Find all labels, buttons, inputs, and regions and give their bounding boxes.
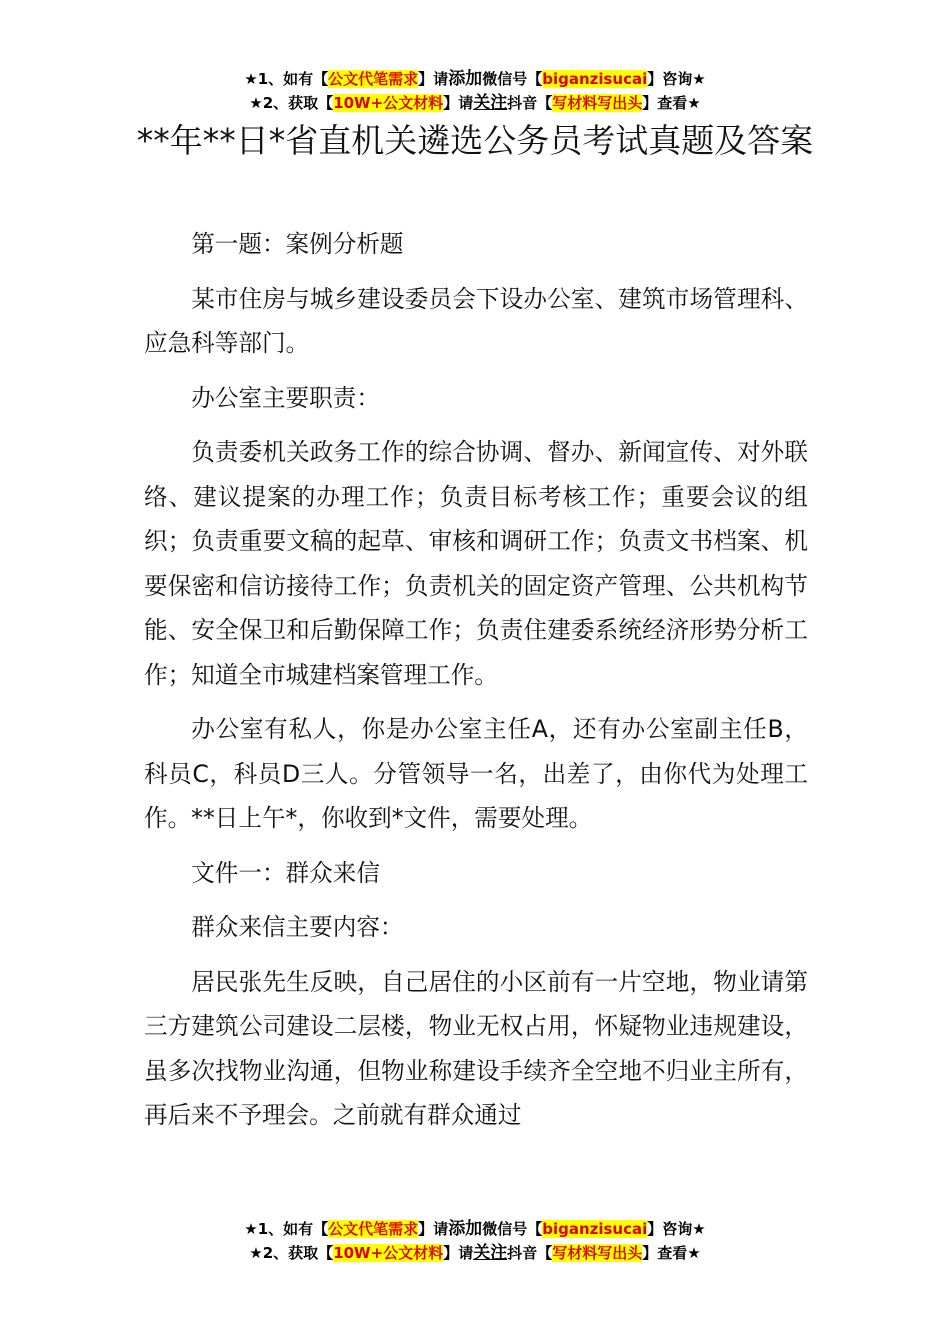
section-heading: 第一题：案例分析题 xyxy=(191,230,404,258)
banner-text: ★1、如有【 xyxy=(244,70,329,88)
banner-line-2 xyxy=(0,1241,950,1265)
paragraph: 群众来信主要内容： xyxy=(191,913,404,941)
banner-text: 】请 xyxy=(443,94,474,112)
highlight-materials: 10W+公文材料 xyxy=(333,94,444,112)
banner-text: ★2、获取【 xyxy=(249,1244,334,1262)
highlight-wechat-id: biganzisucai xyxy=(542,70,648,88)
highlight-service: 公文代笔需求 xyxy=(328,1220,419,1238)
highlight-douyin-account: 写材料写出头 xyxy=(552,94,643,112)
banner-emphasis: 关注 xyxy=(473,93,508,113)
banner-text: 抖音【 xyxy=(507,1244,553,1262)
banner-text: 】查看★ xyxy=(642,94,701,112)
paragraph: 办公室有私人，你是办公室主任A，还有办公室副主任B，科员C，科员D三人。分管领导一名，出差了，由你代为处理工作。**日上午*，你收到*文件，需要处理。 xyxy=(144,715,808,832)
banner-emphasis: 关注 xyxy=(473,1243,508,1263)
header-banner xyxy=(0,67,950,115)
highlight-materials: 10W+公文材料 xyxy=(333,1244,444,1262)
document-title: **年**日*省直机关遴选公务员考试真题及答案 xyxy=(136,121,814,160)
banner-text: 微信号【 xyxy=(482,1220,543,1238)
banner-text: ★2、获取【 xyxy=(249,94,334,112)
paragraph: 办公室主要职责： xyxy=(191,383,380,412)
banner-line-2 xyxy=(0,91,950,115)
footer-banner xyxy=(0,1217,950,1265)
banner-line-1 xyxy=(0,1217,950,1241)
paragraph: 负责委机关政务工作的综合协调、督办、新闻宣传、对外联络、建议提案的办理工作；负责目标考核工作；重要会议的组织；负责重要文稿的起草、审核和调研工作；负责文书档案、机要保密和信访接待工作；负责机关的固定资产管理、公共机构节能、安全保卫和后勤保障工作；负责住建委系统经济形势分析工作；知道全市城建档案管理工作。 xyxy=(144,438,808,689)
highlight-douyin-account: 写材料写出头 xyxy=(552,1244,643,1262)
banner-text: 抖音【 xyxy=(507,94,553,112)
banner-emphasis: 添加 xyxy=(448,1219,483,1239)
document-body xyxy=(144,222,808,1148)
banner-line-1 xyxy=(0,67,950,91)
highlight-service: 公文代笔需求 xyxy=(328,70,419,88)
banner-text: 】咨询★ xyxy=(647,1220,706,1238)
banner-text: 】请 xyxy=(418,70,449,88)
banner-text: 】咨询★ xyxy=(647,70,706,88)
banner-text: 】请 xyxy=(443,1244,474,1262)
highlight-wechat-id: biganzisucai xyxy=(542,1220,648,1238)
paragraph: 居民张先生反映，自己居住的小区前有一片空地，物业请第三方建筑公司建设二层楼，物业无权占用，怀疑物业违规建设，虽多次找物业沟通，但物业称建设手续齐全空地不归业主所有，再后来不予理会。之前就有群众通过 xyxy=(144,967,808,1129)
banner-text: 】请 xyxy=(418,1220,449,1238)
banner-emphasis: 添加 xyxy=(448,69,483,89)
banner-text: 微信号【 xyxy=(482,70,543,88)
banner-text: ★1、如有【 xyxy=(244,1220,329,1238)
section-heading: 文件一：群众来信 xyxy=(191,858,380,887)
paragraph: 某市住房与城乡建设委员会下设办公室、建筑市场管理科、应急科等部门。 xyxy=(144,284,808,357)
banner-text: 】查看★ xyxy=(642,1244,701,1262)
